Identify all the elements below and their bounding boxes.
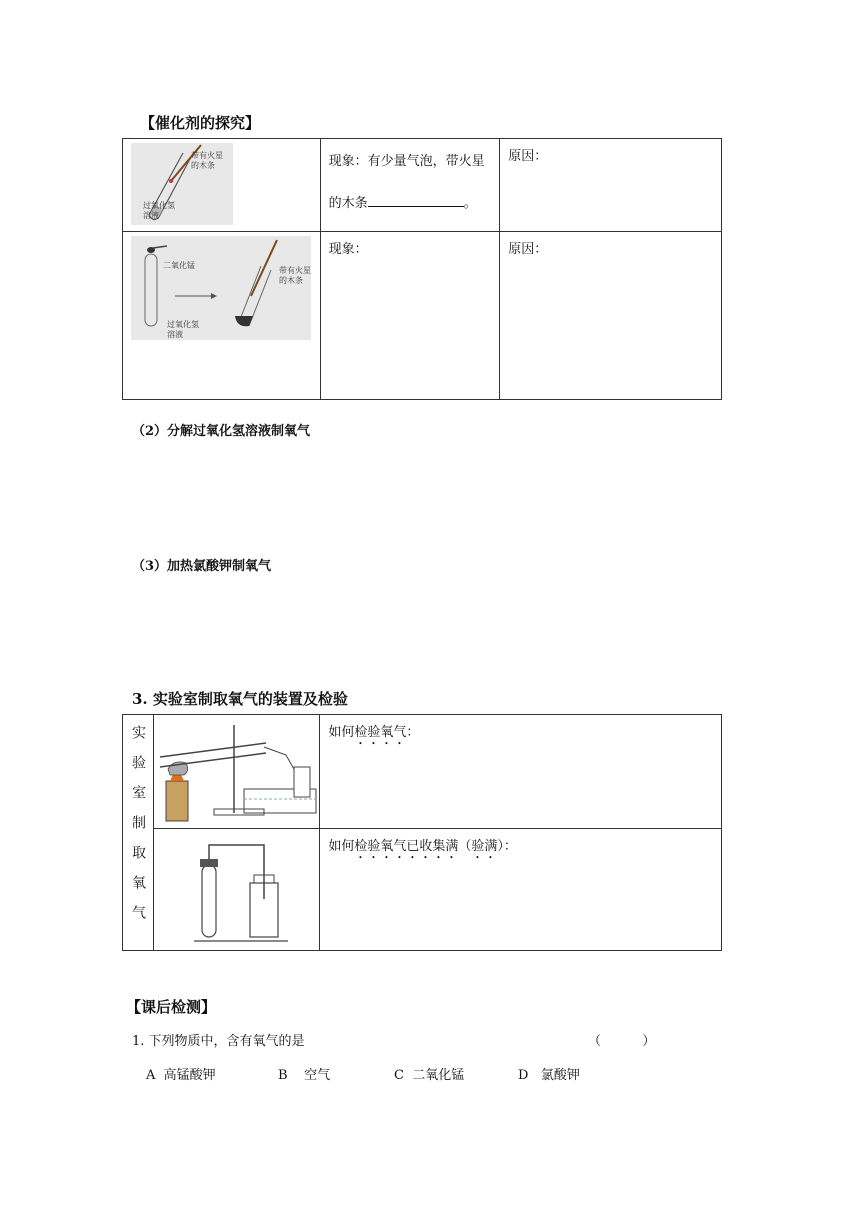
section-title-catalyst: 【催化剂的探究】 [140, 114, 261, 132]
lab-question-1-cell [320, 715, 722, 829]
catalyst-table [122, 138, 722, 400]
fig1-splint-label: 带有火星 的木条 [191, 151, 223, 170]
catalyst-reason-1-cell [500, 139, 722, 232]
reason-1-label: 原因： [508, 149, 548, 164]
fig2-mno2-label: 二氧化锰 [163, 261, 195, 270]
test-question-1-answer-bracket[interactable]: （ ） [588, 1034, 656, 1049]
catalyst-reason-2-cell [500, 232, 722, 400]
q2-mid: （ [458, 839, 472, 854]
section-title-test: 【课后检测】 [126, 998, 217, 1016]
q1-emphasis: 检验氧气 [354, 725, 407, 740]
lab-figure-1-cell [153, 715, 319, 829]
catalyst-row-1 [123, 139, 722, 232]
answer-blank[interactable] [368, 190, 464, 207]
lab-side-label: 实验室制取氧气 [129, 725, 146, 935]
option-c[interactable]: C 二氧化锰 [394, 1068, 465, 1083]
phenomenon-2-label: 现象： [328, 242, 368, 257]
lab-question-2-cell [320, 829, 722, 951]
catalyst-phenomenon-2-cell [320, 232, 500, 400]
fig2-splint-label: 带有火星 的木条 [279, 266, 311, 285]
catalyst-figure-1-cell [123, 139, 321, 232]
phenomenon-1-text: 现象：有少量气泡，带火星的木条 [328, 154, 485, 211]
reason-2-label: 原因： [508, 242, 548, 257]
catalyst-figure-2-cell [123, 232, 321, 400]
mno2-experiment-figure [131, 236, 311, 340]
lab-side-label-cell [123, 715, 154, 951]
collection-apparatus-drawing [154, 831, 320, 949]
q2-emphasis-2: 验满 [471, 839, 498, 854]
option-b[interactable]: B 空气 [278, 1068, 331, 1083]
catalyst-phenomenon-1-cell [320, 139, 500, 232]
q2-suffix: ）： [497, 839, 517, 854]
section-title-lab: 3. 实验室制取氧气的装置及检验 [132, 690, 348, 708]
lab-figure-2-cell [153, 829, 319, 951]
lab-row-2 [123, 829, 722, 951]
option-d[interactable]: D 氯酸钾 [518, 1068, 580, 1083]
fig2-solution-label: 过氧化氢 溶液 [167, 320, 199, 339]
catalyst-row-2 [123, 232, 722, 400]
q2-emphasis-1: 检验氧气已收集满 [354, 839, 459, 854]
lab-row-1 [123, 715, 722, 829]
option-a[interactable]: A 高锰酸钾 [146, 1068, 216, 1083]
heating-apparatus-drawing [154, 717, 320, 827]
question-test-oxygen [320, 715, 721, 754]
q2-prefix: 如何 [328, 839, 355, 854]
mno2-experiment-drawing [131, 236, 311, 340]
heading-kclo3-heating: （3）加热氯酸钾制氧气 [132, 559, 272, 574]
test-question-1-stem: 1. 下列物质中，含有氧气的是 [132, 1034, 305, 1049]
fig1-solution-label: 过氧化氢 溶液 [143, 201, 175, 220]
q1-prefix: 如何 [328, 725, 355, 740]
heading-h2o2-decomposition: （2）分解过氧化氢溶液制氧气 [132, 424, 311, 439]
q1-suffix: ： [406, 725, 420, 740]
question-test-full [320, 829, 721, 868]
phenomenon-1-suffix: 。 [463, 196, 477, 211]
lab-table [122, 714, 722, 951]
phenomenon-1 [321, 139, 500, 231]
